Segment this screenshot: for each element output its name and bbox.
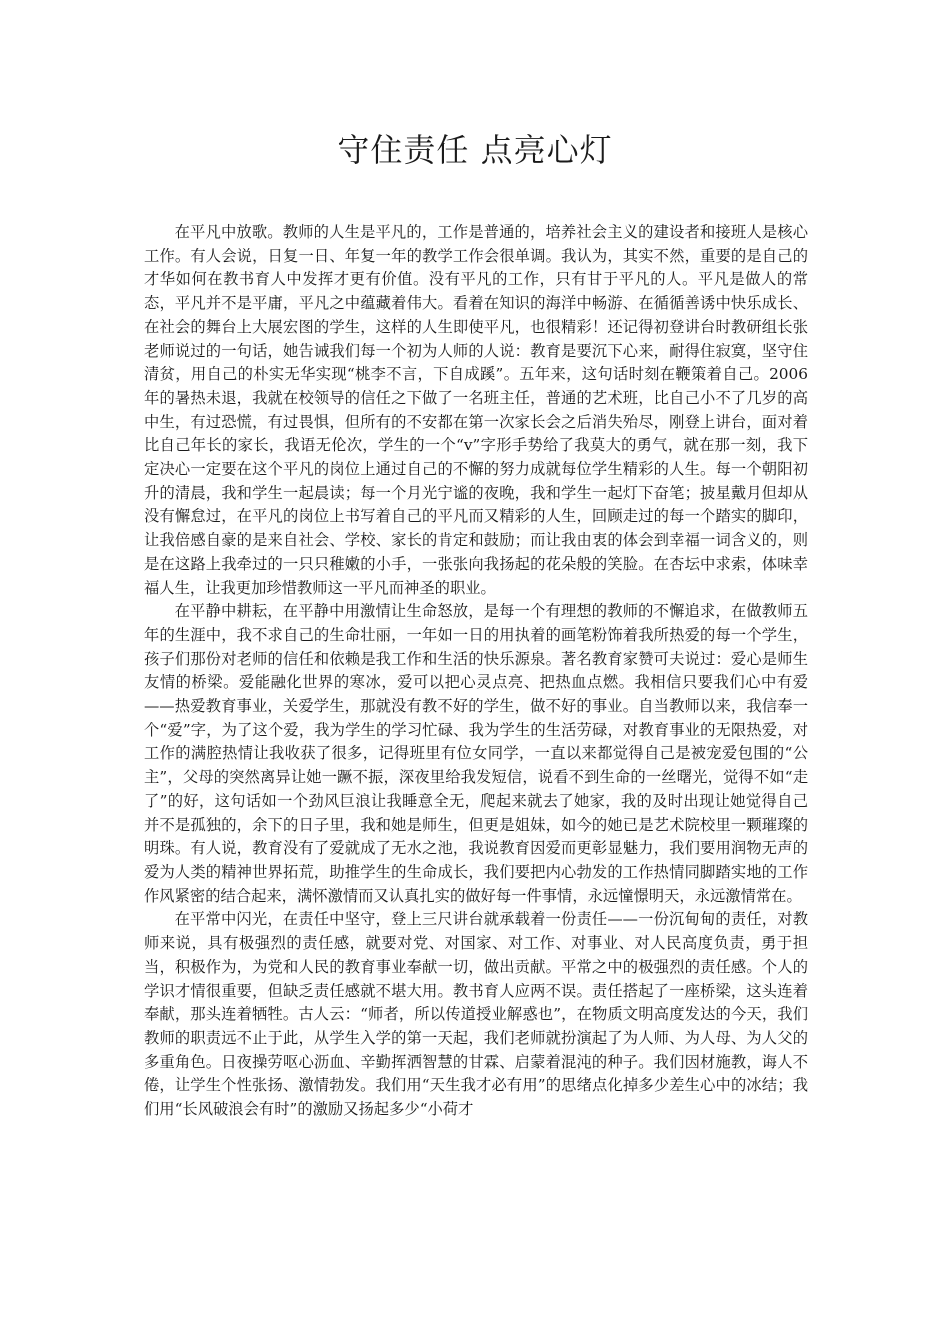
paragraph: 在平常中闪光，在责任中坚守，登上三尺讲台就承载着一份责任——一份沉甸甸的责任，对教师来说，具有极强烈的责任感，就要对党、对国家、对工作、对事业、对人民高度负责，勇于担当，积极作为，为党和人民的教育事业奉献一切，做出贡献。平常之中的极强烈的责任感。个人的学识才情很重要，但缺乏责任感就不堪大用。教书育人应两不误。责任搭起了一座桥梁，这头连着奉献，那头连着牺牲。古人云：“师者，所以传道授业解惑也”，在物质文明高度发达的今天，我们教师的职责远不止于此，从学生入学的第一天起，我们老师就扮演起了为人师、为人母、为人父的多重角色。日夜操劳呕心沥血、辛勤挥洒智慧的甘霖、启蒙着混沌的种子。我们因材施教，诲人不倦，让学生个性张扬、激情勃发。我们用“天生我才必有用”的思绪点化掉多少差生心中的冰结；我们用“长风破浪会有时”的激励又扬起多少“小荷才	[144, 910, 808, 1119]
document-body	[144, 221, 808, 1122]
document-title: 守住责任 点亮心灯	[337, 131, 613, 169]
paragraph: 在平凡中放歌。教师的人生是平凡的，工作是普通的，培养社会主义的建设者和接班人是核心工作。有人会说，日复一日、年复一年的教学工作会很单调。我认为，其实不然，重要的是自己的才华如何在教书育人中发挥才更有价值。没有平凡的工作，只有甘于平凡的人。平凡是做人的常态，平凡并不是平庸，平凡之中蕴藏着伟大。看着在知识的海洋中畅游、在循循善诱中快乐成长、在社会的舞台上大展宏图的学生，这样的人生即使平凡，也很精彩！还记得初登讲台时教研组长张老师说过的一句话，她告诫我们每一个初为人师的人说：教育是要沉下心来，耐得住寂寞，坚守住清贫，用自己的朴实无华实现“桃李不言，下自成蹊”。五年来，这句话时刻在鞭策着自己。2006年的暑热未退，我就在校领导的信任之下做了一名班主任，普通的艺术班，比自己小不了几岁的高中生，有过恐慌，有过畏惧，但所有的不安都在第一次家长会之后消失殆尽，刚登上讲台，面对着比自己年长的家长，我语无伦次，学生的一个“v”字形手势给了我莫大的勇气，就在那一刻，我下定决心一定要在这个平凡的岗位上通过自己的不懈的努力成就每位学生精彩的人生。每一个朝阳初升的清晨，我和学生一起晨读；每一个月光宁谧的夜晚，我和学生一起灯下奋笔；披星戴月但却从没有懈怠过，在平凡的岗位上书写着自己的平凡而又精彩的人生，回顾走过的每一个踏实的脚印，让我倍感自豪的是来自社会、学校、家长的肯定和鼓励；而让我由衷的体会到幸福一词含义的，则是在这路上我牵过的一只只稚嫩的小手，一张张向我扬起的花朵般的笑脸。在杏坛中求索，体味幸福人生，让我更加珍惜教师这一平凡而神圣的职业。	[144, 223, 808, 597]
paragraph: 在平静中耕耘，在平静中用激情让生命怒放，是每一个有理想的教师的不懈追求，在做教师五年的生涯中，我不求自己的生命壮丽，一年如一日的用执着的画笔粉饰着我所热爱的每一个学生，孩子们那份对老师的信任和依赖是我工作和生活的快乐源泉。著名教育家赞可夫说过：爱心是师生友情的桥梁。爱能融化世界的寒冰，爱可以把心灵点亮、把热血点燃。我相信只要我们心中有爱——热爱教育事业，关爱学生，那就没有教不好的学生，做不好的事业。自当教师以来，我信奉一个“爱”字，为了这个爱，我为学生的学习忙碌、我为学生的生活劳碌，对教育事业的无限热爱，对工作的满腔热情让我收获了很多，记得班里有位女同学，一直以来都觉得自己是被宠爱包围的“公主”，父母的突然离异让她一蹶不振，深夜里给我发短信，说看不到生命的一丝曙光，觉得不如“走了”的好，这句话如一个劲风巨浪让我睡意全无，爬起来就去了她家，我的及时出现让她觉得自己并不是孤独的，余下的日子里，我和她是师生，但更是姐妹，如今的她已是艺术院校里一颗璀璨的明珠。有人说，教育没有了爱就成了无水之池，我说教育因爱而更彰显魅力，我们要用润物无声的爱为人类的精神世界拓荒，助推学生的生命成长，我们要把内心勃发的工作热情同脚踏实地的工作作风紧密的结合起来，满怀激情而又认真扎实的做好每一件事情，永远憧憬明天，永远激情常在。	[144, 602, 808, 905]
